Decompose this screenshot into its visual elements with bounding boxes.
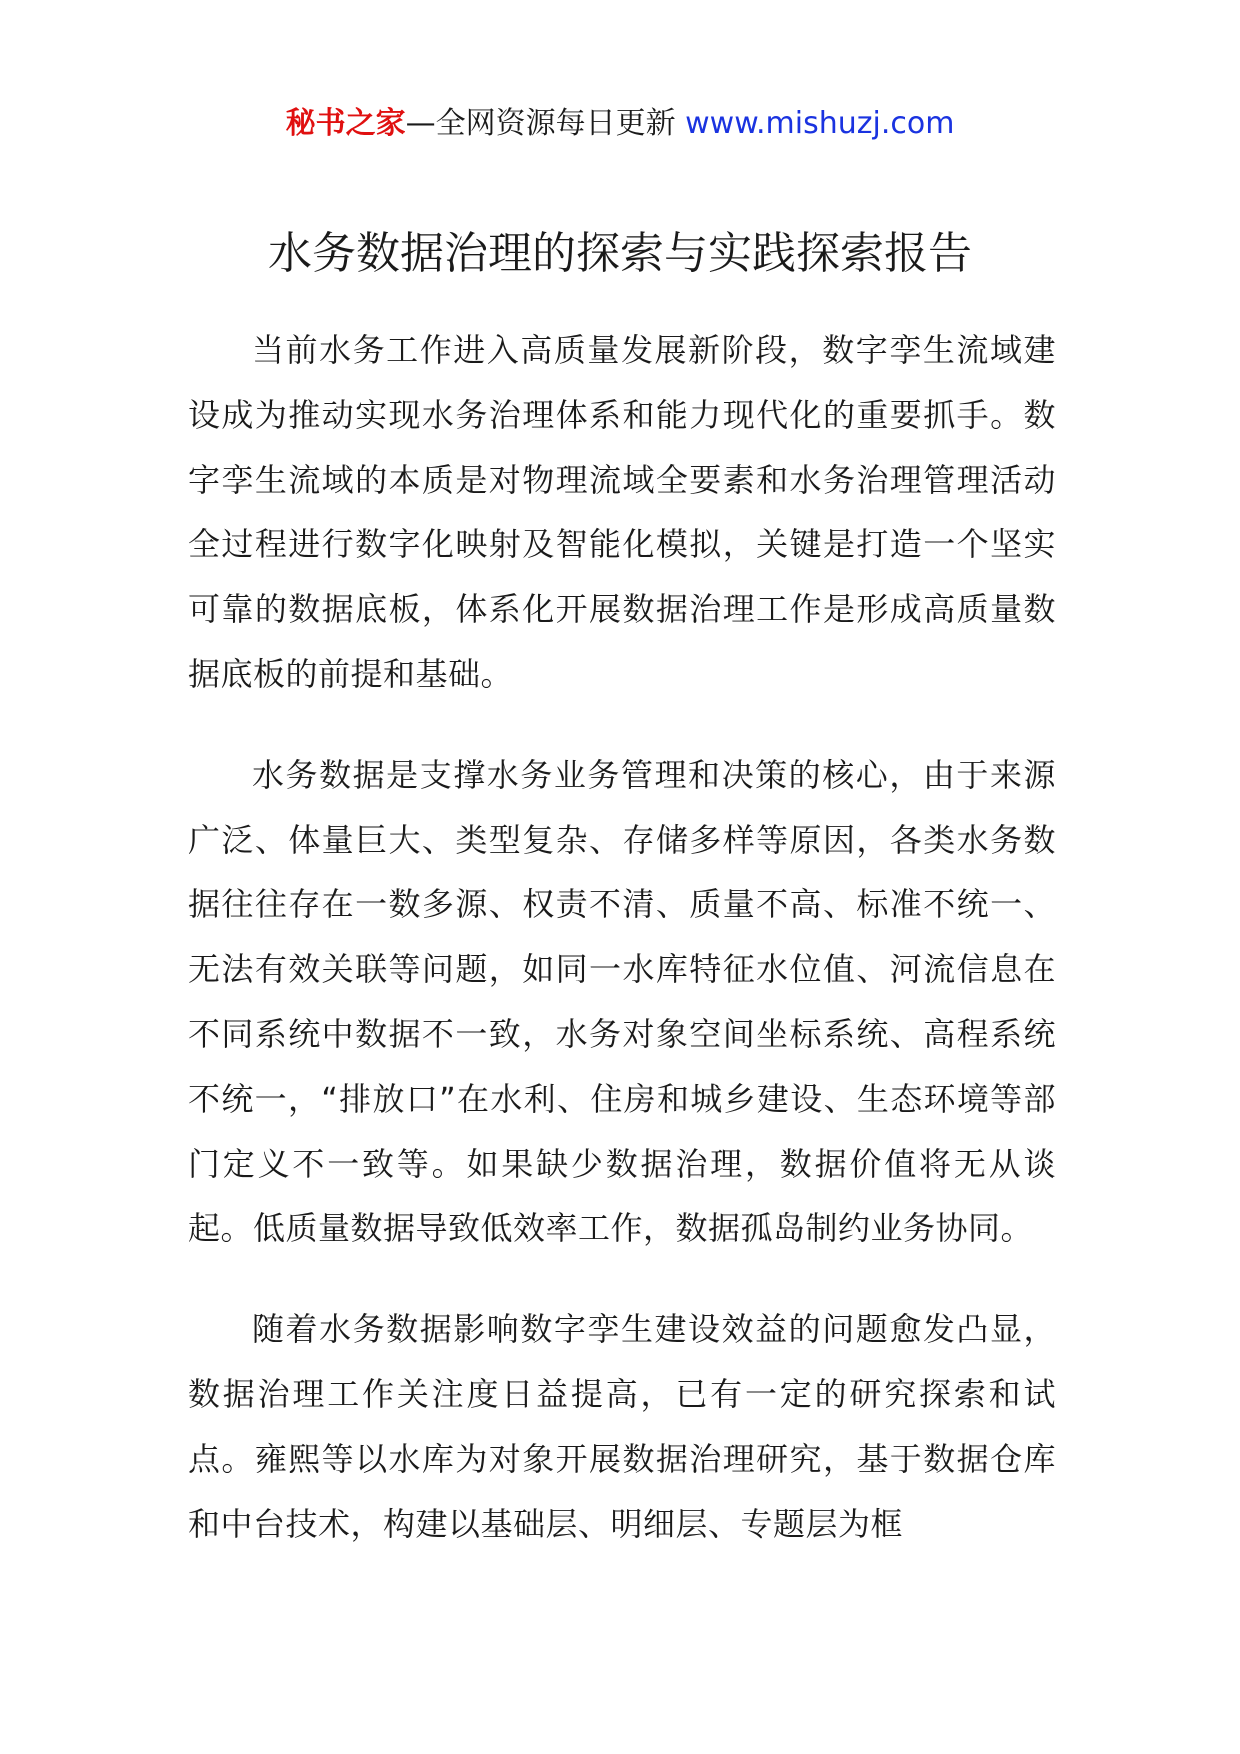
site-tagline: —全网资源每日更新: [405, 106, 676, 141]
site-brand: 秘书之家: [285, 106, 406, 141]
site-url-link[interactable]: www.mishuzj.com: [685, 106, 955, 141]
document-body: [188, 318, 1056, 1592]
paragraph-2: 水务数据是支撑水务业务管理和决策的核心，由于来源广泛、体量巨大、类型复杂、存储多样等原因，各类水务数据往往存在一数多源、权责不清、质量不高、标准不统一、无法有效关联等问题，如同一水库特征水位值、河流信息在不同系统中数据不一致，水务对象空间坐标系统、高程系统不统一，“排放口”在水利、住房和城乡建设、生态环境等部门定义不一致等。如果缺少数据治理，数据价值将无从谈起。低质量数据导致低效率工作，数据孤岛制约业务协同。: [188, 755, 1056, 1248]
document-title: 水务数据治理的探索与实践探索报告: [268, 228, 972, 279]
site-header: [0, 100, 1240, 148]
paragraph-1: 当前水务工作进入高质量发展新阶段，数字孪生流域建设成为推动实现水务治理体系和能力现代化的重要抓手。数字孪生流域的本质是对物理流域全要素和水务治理管理活动全过程进行数字化映射及智能化模拟，关键是打造一个坚实可靠的数据底板，体系化开展数据治理工作是形成高质量数据底板的前提和基础。: [188, 331, 1056, 693]
paragraph-3: 随着水务数据影响数字孪生建设效益的问题愈发凸显，数据治理工作关注度日益提高，已有一定的研究探索和试点。雍熙等以水库为对象开展数据治理研究，基于数据仓库和中台技术，构建以基础层、明细层、专题层为框: [188, 1310, 1056, 1543]
